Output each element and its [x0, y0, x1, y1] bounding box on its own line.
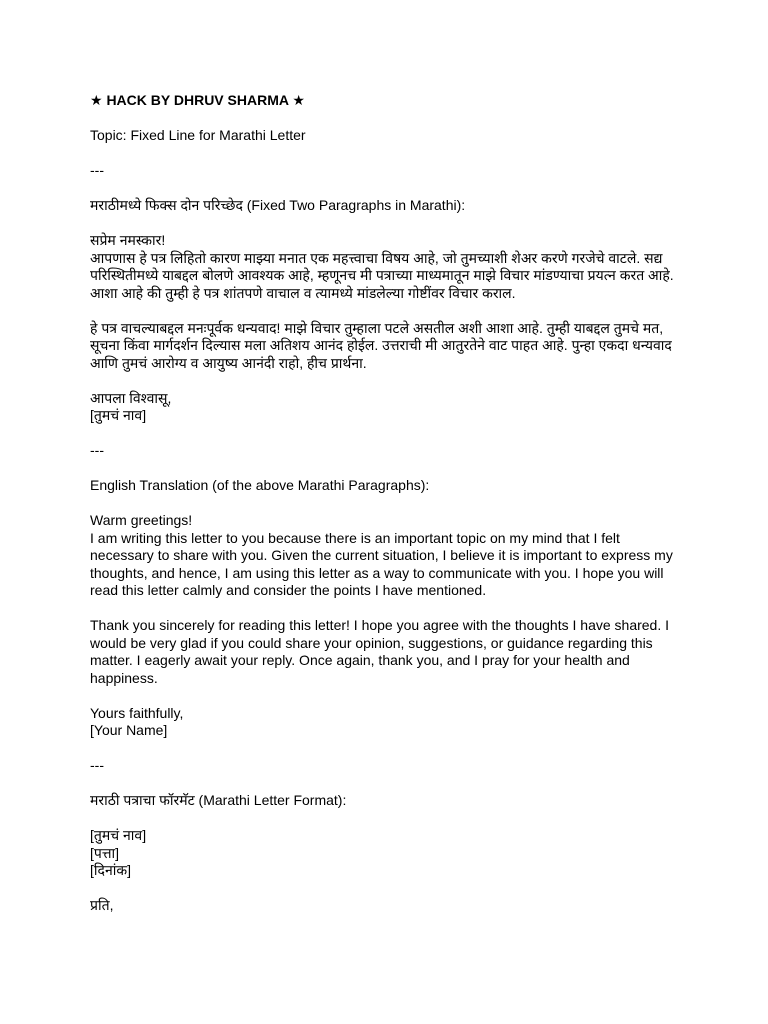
separator: --- [90, 162, 104, 178]
marathi-name-placeholder: [तुमचं नाव] [90, 407, 147, 423]
topic-line: Topic: Fixed Line for Marathi Letter [90, 127, 306, 143]
spacer [90, 372, 680, 390]
english-greeting: Warm greetings! [90, 512, 193, 528]
spacer [90, 302, 680, 320]
spacer [90, 495, 680, 513]
english-paragraph-2: Thank you sincerely for reading this letter! I hope you agree with the thoughts I have shared. I would be very glad if you could share your opinion, suggestions, or guidance regarding this matter. I eagerly await your reply. Once again, thank you, and I pray for your health and happiness. [90, 617, 673, 686]
english-name-placeholder: [Your Name] [90, 722, 168, 738]
separator: --- [90, 757, 104, 773]
document-page [90, 92, 680, 915]
spacer [90, 810, 680, 828]
spacer [90, 740, 680, 758]
spacer [90, 460, 680, 478]
format-address-placeholder: [पत्ता] [90, 844, 120, 861]
format-to-line: प्रति, [90, 897, 114, 913]
document-heading: ★ HACK BY DHRUV SHARMA ★ [90, 92, 305, 108]
english-paragraph-1: I am writing this letter to you because there is an important topic on my mind that I felt necessary to share with you. Given the current situation, I believe it is important to express my thoughts, and hence, I am using this letter as a way to communicate with you. I hope you will read this letter calmly and consider the points I have mentioned. [90, 529, 677, 598]
format-name-placeholder: [तुमचं नाव] [90, 827, 147, 843]
format-section-title: मराठी पत्राचा फॉरमॅट (Marathi Letter Format): [90, 792, 347, 808]
spacer [90, 425, 680, 443]
spacer [90, 880, 680, 898]
marathi-paragraph-1: आपणास हे पत्र लिहितो कारण माझ्या मनात एक महत्त्वाचा विषय आहे, जो तुमच्याशी शेअर करणे गरजेचे वाटले. सद्य परिस्थितीमध्ये याबद्दल बोलणे आवश्यक आहे, म्हणूनच मी पत्राच्या माध्यमातून माझे विचार मांडण्याचा प्रयत्न करत आहे. आशा आहे की तुम्ही हे पत्र शांतपणे वाचाल व त्यामध्ये मांडलेल्या गोष्टींवर विचार कराल. [90, 249, 678, 301]
english-section-title: English Translation (of the above Marathi Paragraphs): [90, 477, 430, 493]
spacer [90, 215, 680, 233]
english-signoff: Yours faithfully, [90, 704, 184, 721]
marathi-signoff: आपला विश्वासू, [90, 389, 172, 406]
marathi-greeting: सप्रेम नमस्कार! [90, 232, 166, 248]
spacer [90, 600, 680, 618]
format-date-placeholder: [दिनांक] [90, 862, 131, 878]
spacer [90, 110, 680, 128]
spacer [90, 145, 680, 163]
marathi-section-title: मराठीमध्ये फिक्स दोन परिच्छेद (Fixed Two Paragraphs in Marathi): [90, 197, 466, 213]
marathi-paragraph-2: हे पत्र वाचल्याबद्दल मनःपूर्वक धन्यवाद! माझे विचार तुम्हाला पटले असतील अशी आशा आहे. तुम्ही याबद्दल तुमचे मत, सूचना किंवा मार्गदर्शन दिल्यास मला अतिशय आनंद होईल. उत्तराची मी आतुरतेने वाट पाहत आहे. पुन्हा एकदा धन्यवाद आणि तुमचं आरोग्य व आयुष्य आनंदी राहो, हीच प्रार्थना. [90, 319, 676, 371]
separator: --- [90, 442, 104, 458]
spacer [90, 775, 680, 793]
spacer [90, 687, 680, 705]
spacer [90, 180, 680, 198]
